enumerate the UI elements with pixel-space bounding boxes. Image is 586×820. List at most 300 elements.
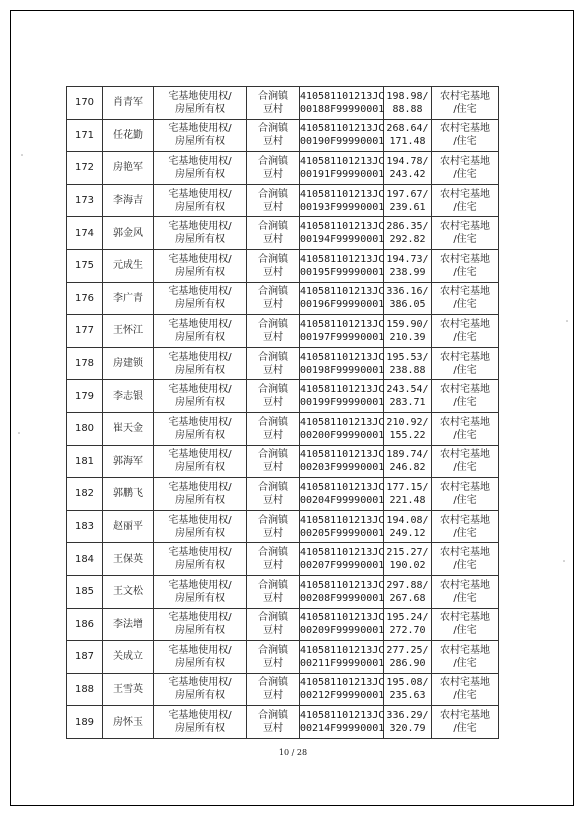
area-line: 249.12 [389,527,426,539]
area-line: 190.02 [389,560,426,572]
land-use-cell [432,510,499,543]
location-cell [247,217,300,250]
right-type-line: 房屋所有权 [175,234,225,246]
right-type-cell [154,412,247,445]
owner-name-cell: 任花勤 [103,119,154,152]
location-line: 豆村 [263,592,283,604]
row-number-cell: 173 [67,184,103,217]
location-line: 豆村 [263,429,283,441]
row-number-cell: 178 [67,347,103,380]
location-cell [247,641,300,674]
location-line: 合涧镇 [258,188,288,200]
certificate-number-line: 410581101213JC [300,644,385,656]
location-line: 豆村 [263,397,283,409]
location-line: 合涧镇 [258,710,288,722]
owner-name-cell: 房建锁 [103,347,154,380]
area-line: 194.08/ [386,514,429,526]
certificate-number-line: 00194F99990001 [300,234,385,246]
table-row [67,249,499,282]
area-line: 235.63 [389,690,426,702]
area-cell [384,575,432,608]
certificate-number-line: 410581101213JC [300,579,385,591]
right-type-line: 宅基地使用权/ [168,286,232,298]
right-type-line: 房屋所有权 [175,690,225,702]
owner-name-cell: 李广青 [103,282,154,315]
row-number-cell: 170 [67,87,103,120]
land-use-cell [432,87,499,120]
land-use-line: /住宅 [453,331,477,343]
land-use-line: /住宅 [453,625,477,637]
certificate-number-cell [300,119,384,152]
right-type-line: 房屋所有权 [175,201,225,213]
location-cell [247,412,300,445]
land-use-cell [432,184,499,217]
certificate-number-line: 410581101213JC [300,90,385,102]
location-cell [247,184,300,217]
location-line: 豆村 [263,494,283,506]
owner-name-cell: 房怀玉 [103,706,154,739]
land-use-line: 农村宅基地 [440,547,490,559]
location-line: 豆村 [263,299,283,311]
area-line: 195.53/ [386,351,429,363]
land-use-line: 农村宅基地 [440,286,490,298]
right-type-line: 房屋所有权 [175,625,225,637]
right-type-line: 房屋所有权 [175,560,225,572]
location-cell [247,608,300,641]
certificate-number-cell [300,249,384,282]
certificate-number-line: 410581101213JC [300,318,385,330]
certificate-number-line: 00207F99990001 [300,560,385,572]
table-row [67,608,499,641]
area-line: 238.99 [389,266,426,278]
certificate-number-line: 00197F99990001 [300,331,385,343]
area-line: 210.39 [389,331,426,343]
owner-name-cell: 肖青军 [103,87,154,120]
area-line: 210.92/ [386,416,429,428]
right-type-line: 房屋所有权 [175,299,225,311]
area-line: 283.71 [389,397,426,409]
owner-name-cell: 王雪英 [103,673,154,706]
scan-speck [21,154,23,156]
area-cell [384,445,432,478]
location-line: 合涧镇 [258,286,288,298]
row-number-cell: 182 [67,478,103,511]
certificate-number-line: 00193F99990001 [300,201,385,213]
area-cell [384,87,432,120]
land-use-line: 农村宅基地 [440,710,490,722]
right-type-line: 宅基地使用权/ [168,547,232,559]
right-type-cell [154,380,247,413]
table-row [67,217,499,250]
certificate-number-line: 410581101213JC [300,449,385,461]
row-number-cell: 171 [67,119,103,152]
land-use-line: /住宅 [453,527,477,539]
right-type-line: 宅基地使用权/ [168,155,232,167]
land-use-cell [432,706,499,739]
right-type-line: 房屋所有权 [175,397,225,409]
right-type-line: 宅基地使用权/ [168,710,232,722]
records-table-body [67,87,499,739]
area-line: 194.78/ [386,155,429,167]
records-table [66,86,499,739]
land-use-cell [432,119,499,152]
right-type-line: 房屋所有权 [175,429,225,441]
area-line: 336.29/ [386,710,429,722]
location-line: 豆村 [263,103,283,115]
certificate-number-cell [300,347,384,380]
location-line: 豆村 [263,331,283,343]
location-line: 合涧镇 [258,514,288,526]
land-use-line: 农村宅基地 [440,514,490,526]
right-type-line: 宅基地使用权/ [168,612,232,624]
certificate-number-line: 410581101213JC [300,123,385,135]
location-line: 豆村 [263,723,283,735]
right-type-cell [154,478,247,511]
location-line: 豆村 [263,690,283,702]
area-line: 197.67/ [386,188,429,200]
right-type-line: 宅基地使用权/ [168,416,232,428]
certificate-number-line: 00196F99990001 [300,299,385,311]
land-use-line: /住宅 [453,560,477,572]
table-row [67,184,499,217]
location-cell [247,315,300,348]
certificate-number-line: 00191F99990001 [300,168,385,180]
land-use-line: 农村宅基地 [440,644,490,656]
right-type-cell [154,152,247,185]
location-line: 豆村 [263,560,283,572]
certificate-number-line: 410581101213JC [300,253,385,265]
right-type-line: 房屋所有权 [175,266,225,278]
owner-name-cell: 房艳军 [103,152,154,185]
certificate-number-line: 410581101213JC [300,221,385,233]
certificate-number-line: 00208F99990001 [300,592,385,604]
location-line: 合涧镇 [258,253,288,265]
area-cell [384,641,432,674]
area-cell [384,478,432,511]
right-type-cell [154,608,247,641]
right-type-line: 宅基地使用权/ [168,221,232,233]
land-use-line: /住宅 [453,136,477,148]
land-use-cell [432,608,499,641]
right-type-line: 房屋所有权 [175,331,225,343]
right-type-cell [154,249,247,282]
right-type-cell [154,673,247,706]
location-line: 豆村 [263,234,283,246]
certificate-number-line: 00205F99990001 [300,527,385,539]
right-type-cell [154,543,247,576]
area-line: 194.73/ [386,253,429,265]
row-number-cell: 187 [67,641,103,674]
location-line: 豆村 [263,266,283,278]
land-use-line: 农村宅基地 [440,188,490,200]
certificate-number-cell [300,478,384,511]
right-type-cell [154,315,247,348]
location-line: 合涧镇 [258,123,288,135]
location-cell [247,445,300,478]
row-number-cell: 179 [67,380,103,413]
location-cell [247,380,300,413]
certificate-number-line: 00211F99990001 [300,657,385,669]
right-type-line: 宅基地使用权/ [168,188,232,200]
certificate-number-cell [300,706,384,739]
land-use-line: 农村宅基地 [440,481,490,493]
area-line: 286.35/ [386,221,429,233]
right-type-line: 宅基地使用权/ [168,644,232,656]
certificate-number-cell [300,412,384,445]
land-use-line: /住宅 [453,299,477,311]
certificate-number-line: 00195F99990001 [300,266,385,278]
area-line: 246.82 [389,462,426,474]
land-use-line: /住宅 [453,266,477,278]
owner-name-cell: 郭金风 [103,217,154,250]
right-type-cell [154,575,247,608]
land-use-cell [432,412,499,445]
right-type-line: 房屋所有权 [175,136,225,148]
owner-name-cell: 崔天金 [103,412,154,445]
owner-name-cell: 关成立 [103,641,154,674]
area-line: 268.64/ [386,123,429,135]
owner-name-cell: 郭鹏飞 [103,478,154,511]
location-cell [247,119,300,152]
certificate-number-cell [300,217,384,250]
certificate-number-cell [300,184,384,217]
land-use-line: 农村宅基地 [440,677,490,689]
certificate-number-line: 410581101213JC [300,547,385,559]
area-line: 88.88 [392,103,423,115]
area-cell [384,315,432,348]
row-number-cell: 177 [67,315,103,348]
owner-name-cell: 李法增 [103,608,154,641]
area-line: 195.08/ [386,677,429,689]
location-cell [247,706,300,739]
table-row [67,152,499,185]
area-cell [384,706,432,739]
certificate-number-line: 00204F99990001 [300,494,385,506]
land-use-line: /住宅 [453,494,477,506]
row-number-cell: 186 [67,608,103,641]
land-use-line: /住宅 [453,592,477,604]
location-line: 合涧镇 [258,579,288,591]
location-line: 豆村 [263,657,283,669]
row-number-cell: 176 [67,282,103,315]
area-cell [384,217,432,250]
location-line: 合涧镇 [258,449,288,461]
certificate-number-cell [300,673,384,706]
land-use-cell [432,673,499,706]
area-line: 238.88 [389,364,426,376]
table-row [67,119,499,152]
land-use-line: 农村宅基地 [440,123,490,135]
certificate-number-line: 410581101213JC [300,155,385,167]
land-use-cell [432,152,499,185]
certificate-number-cell [300,641,384,674]
land-use-cell [432,478,499,511]
right-type-cell [154,282,247,315]
table-row [67,673,499,706]
land-use-line: 农村宅基地 [440,416,490,428]
certificate-number-line: 00203F99990001 [300,462,385,474]
certificate-number-cell [300,608,384,641]
certificate-number-line: 410581101213JC [300,351,385,363]
land-use-cell [432,575,499,608]
right-type-cell [154,217,247,250]
area-line: 297.88/ [386,579,429,591]
land-use-line: /住宅 [453,234,477,246]
certificate-number-line: 410581101213JC [300,612,385,624]
land-use-cell [432,347,499,380]
area-cell [384,152,432,185]
area-cell [384,380,432,413]
certificate-number-line: 00214F99990001 [300,723,385,735]
right-type-cell [154,510,247,543]
right-type-line: 宅基地使用权/ [168,123,232,135]
area-cell [384,119,432,152]
table-row [67,380,499,413]
area-line: 320.79 [389,723,426,735]
land-use-line: /住宅 [453,103,477,115]
certificate-number-line: 00188F99990001 [300,103,385,115]
land-use-cell [432,249,499,282]
area-line: 177.15/ [386,481,429,493]
location-line: 合涧镇 [258,351,288,363]
area-cell [384,673,432,706]
right-type-cell [154,445,247,478]
table-row [67,706,499,739]
location-line: 豆村 [263,168,283,180]
right-type-line: 宅基地使用权/ [168,253,232,265]
area-line: 267.68 [389,592,426,604]
land-use-cell [432,380,499,413]
land-use-line: /住宅 [453,201,477,213]
land-use-line: 农村宅基地 [440,612,490,624]
certificate-number-line: 00190F99990001 [300,136,385,148]
owner-name-cell: 王保英 [103,543,154,576]
row-number-cell: 172 [67,152,103,185]
area-line: 292.82 [389,234,426,246]
table-row [67,575,499,608]
table-row [67,315,499,348]
owner-name-cell: 李海吉 [103,184,154,217]
location-line: 合涧镇 [258,612,288,624]
certificate-number-cell [300,152,384,185]
land-use-line: 农村宅基地 [440,221,490,233]
location-line: 合涧镇 [258,221,288,233]
land-use-line: /住宅 [453,364,477,376]
certificate-number-line: 00209F99990001 [300,625,385,637]
area-line: 336.16/ [386,286,429,298]
area-line: 198.98/ [386,90,429,102]
owner-name-cell: 郭海军 [103,445,154,478]
scan-speck [563,560,565,562]
scan-speck [18,432,20,434]
owner-name-cell: 赵丽平 [103,510,154,543]
right-type-line: 房屋所有权 [175,462,225,474]
row-number-cell: 184 [67,543,103,576]
table-row [67,412,499,445]
area-line: 243.42 [389,168,426,180]
right-type-line: 宅基地使用权/ [168,579,232,591]
area-line: 277.25/ [386,644,429,656]
certificate-number-line: 410581101213JC [300,384,385,396]
area-line: 171.48 [389,136,426,148]
row-number-cell: 181 [67,445,103,478]
land-use-line: 农村宅基地 [440,449,490,461]
location-line: 合涧镇 [258,481,288,493]
area-line: 272.70 [389,625,426,637]
right-type-line: 宅基地使用权/ [168,449,232,461]
right-type-line: 宅基地使用权/ [168,384,232,396]
table-row [67,641,499,674]
right-type-line: 房屋所有权 [175,103,225,115]
location-cell [247,575,300,608]
page-number: 10 / 28 [278,748,308,757]
land-use-cell [432,543,499,576]
land-use-line: 农村宅基地 [440,253,490,265]
right-type-line: 房屋所有权 [175,364,225,376]
land-use-line: /住宅 [453,657,477,669]
right-type-cell [154,347,247,380]
location-cell [247,152,300,185]
table-row [67,543,499,576]
right-type-line: 宅基地使用权/ [168,90,232,102]
location-line: 合涧镇 [258,416,288,428]
land-use-cell [432,217,499,250]
certificate-number-cell [300,315,384,348]
row-number-cell: 180 [67,412,103,445]
land-use-cell [432,641,499,674]
land-use-line: /住宅 [453,462,477,474]
location-line: 豆村 [263,625,283,637]
right-type-line: 宅基地使用权/ [168,481,232,493]
land-use-cell [432,445,499,478]
right-type-line: 宅基地使用权/ [168,318,232,330]
right-type-line: 宅基地使用权/ [168,351,232,363]
right-type-line: 房屋所有权 [175,592,225,604]
certificate-number-cell [300,575,384,608]
location-line: 合涧镇 [258,318,288,330]
right-type-line: 宅基地使用权/ [168,514,232,526]
owner-name-cell: 王怀江 [103,315,154,348]
area-line: 243.54/ [386,384,429,396]
location-cell [247,347,300,380]
location-line: 合涧镇 [258,547,288,559]
area-line: 286.90 [389,657,426,669]
scan-speck [566,320,568,322]
right-type-line: 房屋所有权 [175,168,225,180]
location-line: 豆村 [263,462,283,474]
location-line: 合涧镇 [258,155,288,167]
area-cell [384,510,432,543]
area-line: 386.05 [389,299,426,311]
area-cell [384,184,432,217]
certificate-number-line: 410581101213JC [300,188,385,200]
row-number-cell: 185 [67,575,103,608]
location-line: 合涧镇 [258,644,288,656]
location-cell [247,249,300,282]
right-type-line: 房屋所有权 [175,527,225,539]
row-number-cell: 189 [67,706,103,739]
area-line: 189.74/ [386,449,429,461]
location-line: 合涧镇 [258,677,288,689]
table-row [67,347,499,380]
row-number-cell: 188 [67,673,103,706]
location-cell [247,478,300,511]
land-use-line: 农村宅基地 [440,384,490,396]
area-line: 155.22 [389,429,426,441]
right-type-line: 房屋所有权 [175,723,225,735]
certificate-number-line: 410581101213JC [300,514,385,526]
row-number-cell: 174 [67,217,103,250]
